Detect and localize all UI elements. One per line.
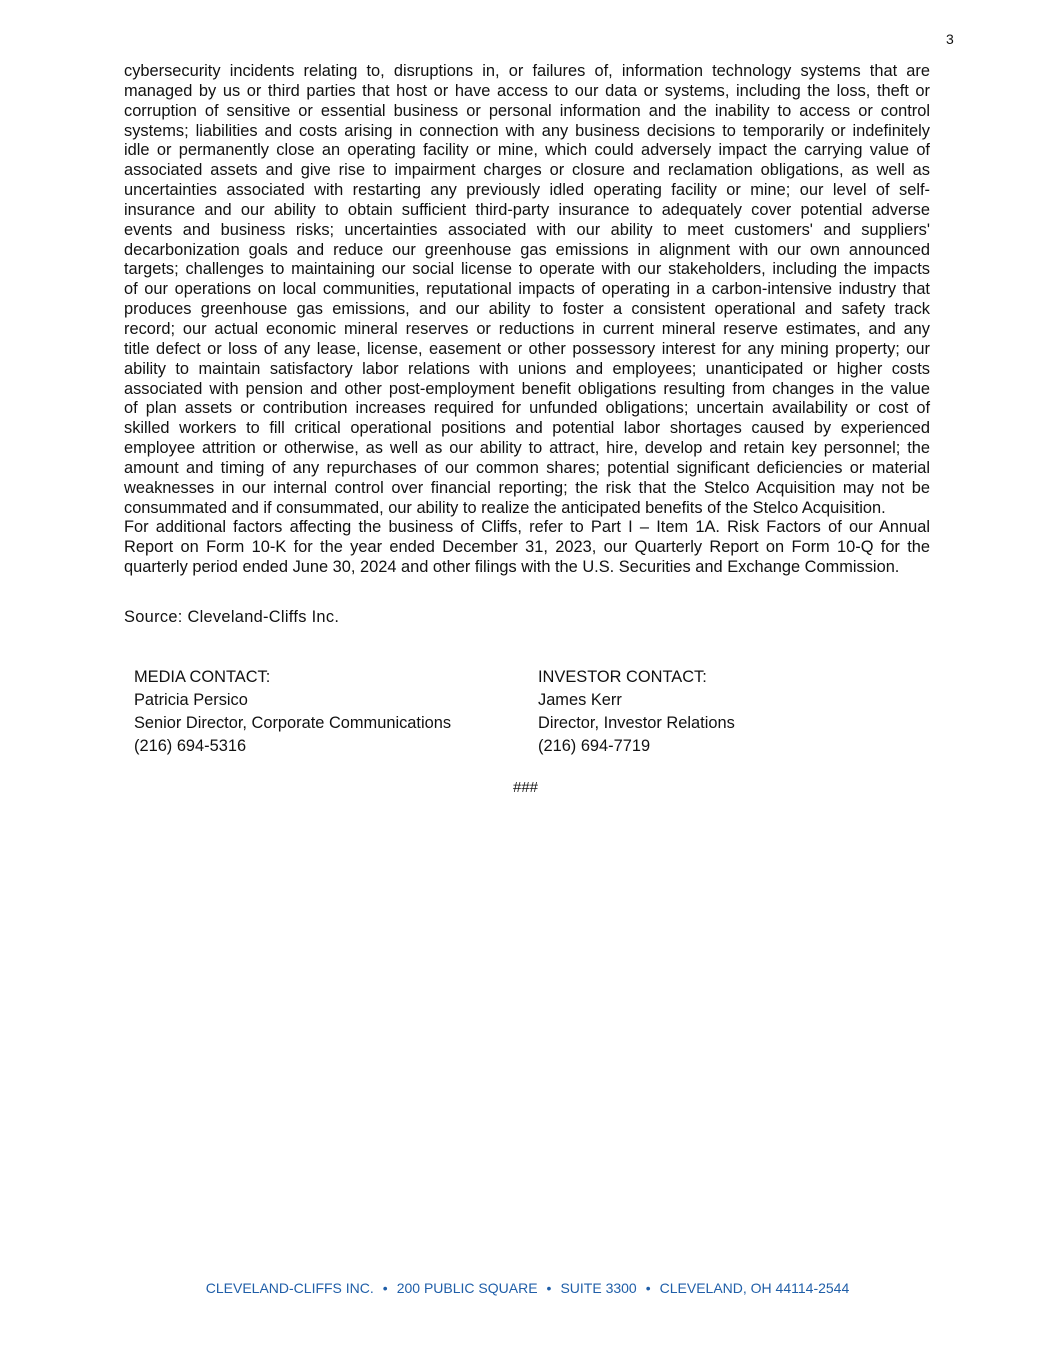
media-contact-name: Patricia Persico	[134, 691, 248, 709]
media-contact-title: Senior Director, Corporate Communications	[134, 714, 452, 732]
text-line: events and business risks; uncertainties associated with our ability to meet customers' and suppliers'	[124, 220, 930, 239]
media-contact	[134, 666, 538, 758]
text-line: of plan assets or contribution increases required for unfunded obligations; uncertain availability or cost of	[124, 399, 930, 418]
text-line: weaknesses in our internal control over financial reporting; the risk that the Stelco Acquisition may not be	[124, 478, 930, 497]
text-line: decarbonization goals and reduce our greenhouse gas emissions in alignment with our own announced	[124, 240, 930, 259]
investor-contact-phone: (216) 694-7719	[538, 737, 651, 755]
text-line: Report on Form 10-K for the year ended December 31, 2023, our Quarterly Report on Form 10-Q for the	[124, 538, 930, 557]
contacts-section	[134, 666, 834, 758]
footer-street: 200 PUBLIC SQUARE	[396, 1280, 538, 1296]
text-line: associated assets and give rise to impairment charges or closure and reclamation obligations, as well as	[124, 161, 930, 180]
end-of-release-mark: ###	[513, 779, 539, 796]
investor-contact-name: James Kerr	[538, 691, 622, 709]
text-line: uncertainties associated with restarting any previously idled operating facility or mine; our level of self-	[124, 181, 930, 200]
source-line: Source: Cleveland-Cliffs Inc.	[124, 608, 340, 626]
media-contact-phone: (216) 694-5316	[134, 737, 247, 755]
investor-contact-title: Director, Investor Relations	[538, 714, 735, 732]
text-line: of our operations on local communities, reputational impacts of operating in a carbon-intensive industry that	[124, 280, 930, 299]
text-line: consummated and if consummated, our ability to realize the anticipated benefits of the Stelco Acquisition.	[124, 498, 886, 517]
text-line: cybersecurity incidents relating to, disruptions in, or failures of, information technology systems that are	[124, 62, 930, 80]
bullet-separator: •	[645, 1280, 651, 1296]
page-number: 3	[946, 31, 954, 47]
text-line: amount and timing of any repurchases of our common shares; potential significant deficiencies or material	[124, 458, 930, 477]
text-line: insurance and our ability to obtain sufficient third-party insurance to adequately cover potential adverse	[124, 200, 930, 219]
footer-address	[0, 1280, 1055, 1296]
forward-looking-statements-body	[124, 62, 930, 578]
footer-suite: SUITE 3300	[560, 1280, 637, 1296]
text-line: systems; liabilities and costs arising in connection with any business decisions to temporarily or indefinitely	[124, 121, 930, 140]
additional-factors-paragraph	[124, 518, 930, 578]
text-line: quarterly period ended June 30, 2024 and other filings with the U.S. Securities and Exchange Commission.	[124, 558, 900, 577]
text-line: associated with pension and other post-employment benefit obligations resulting from changes in the value	[124, 379, 930, 398]
investor-contact-heading: INVESTOR CONTACT:	[538, 668, 707, 686]
footer-city: CLEVELAND, OH 44114-2544	[659, 1280, 850, 1296]
text-line: produces greenhouse gas emissions, and our ability to foster a consistent operational and safety track	[124, 300, 930, 319]
bullet-separator: •	[546, 1280, 552, 1296]
text-line: skilled workers to fill critical operational positions and potential labor shortages caused by experienced	[124, 419, 930, 438]
media-contact-heading: MEDIA CONTACT:	[134, 668, 271, 686]
text-line: ability to maintain satisfactory labor relations with unions and employees; unanticipated or higher costs	[124, 359, 930, 378]
text-line: managed by us or third parties that host or have access to our data or systems, including the loss, theft or	[124, 81, 930, 100]
text-line: employee attrition or otherwise, as well as our ability to attract, hire, develop and retain key personnel; the	[124, 439, 930, 458]
text-line: For additional factors affecting the business of Cliffs, refer to Part I – Item 1A. Risk Factors of our Annual	[124, 518, 930, 537]
text-line: title defect or loss of any lease, license, easement or other possessory interest for any mining property; our	[124, 339, 930, 358]
text-line: idle or permanently close an operating facility or mine, which could adversely impact the carrying value of	[124, 141, 930, 160]
risk-factors-paragraph	[124, 62, 930, 518]
text-line: targets; challenges to maintaining our social license to operate with our stakeholders, including the impacts	[124, 260, 930, 279]
footer-company: CLEVELAND-CLIFFS INC.	[205, 1280, 374, 1296]
bullet-separator: •	[382, 1280, 388, 1296]
text-line: corruption of sensitive or essential business or personal information and the inability to access or control	[124, 101, 930, 120]
investor-contact	[538, 666, 735, 758]
text-line: record; our actual economic mineral reserves or reductions in current mineral reserve estimates, and any	[124, 319, 930, 338]
